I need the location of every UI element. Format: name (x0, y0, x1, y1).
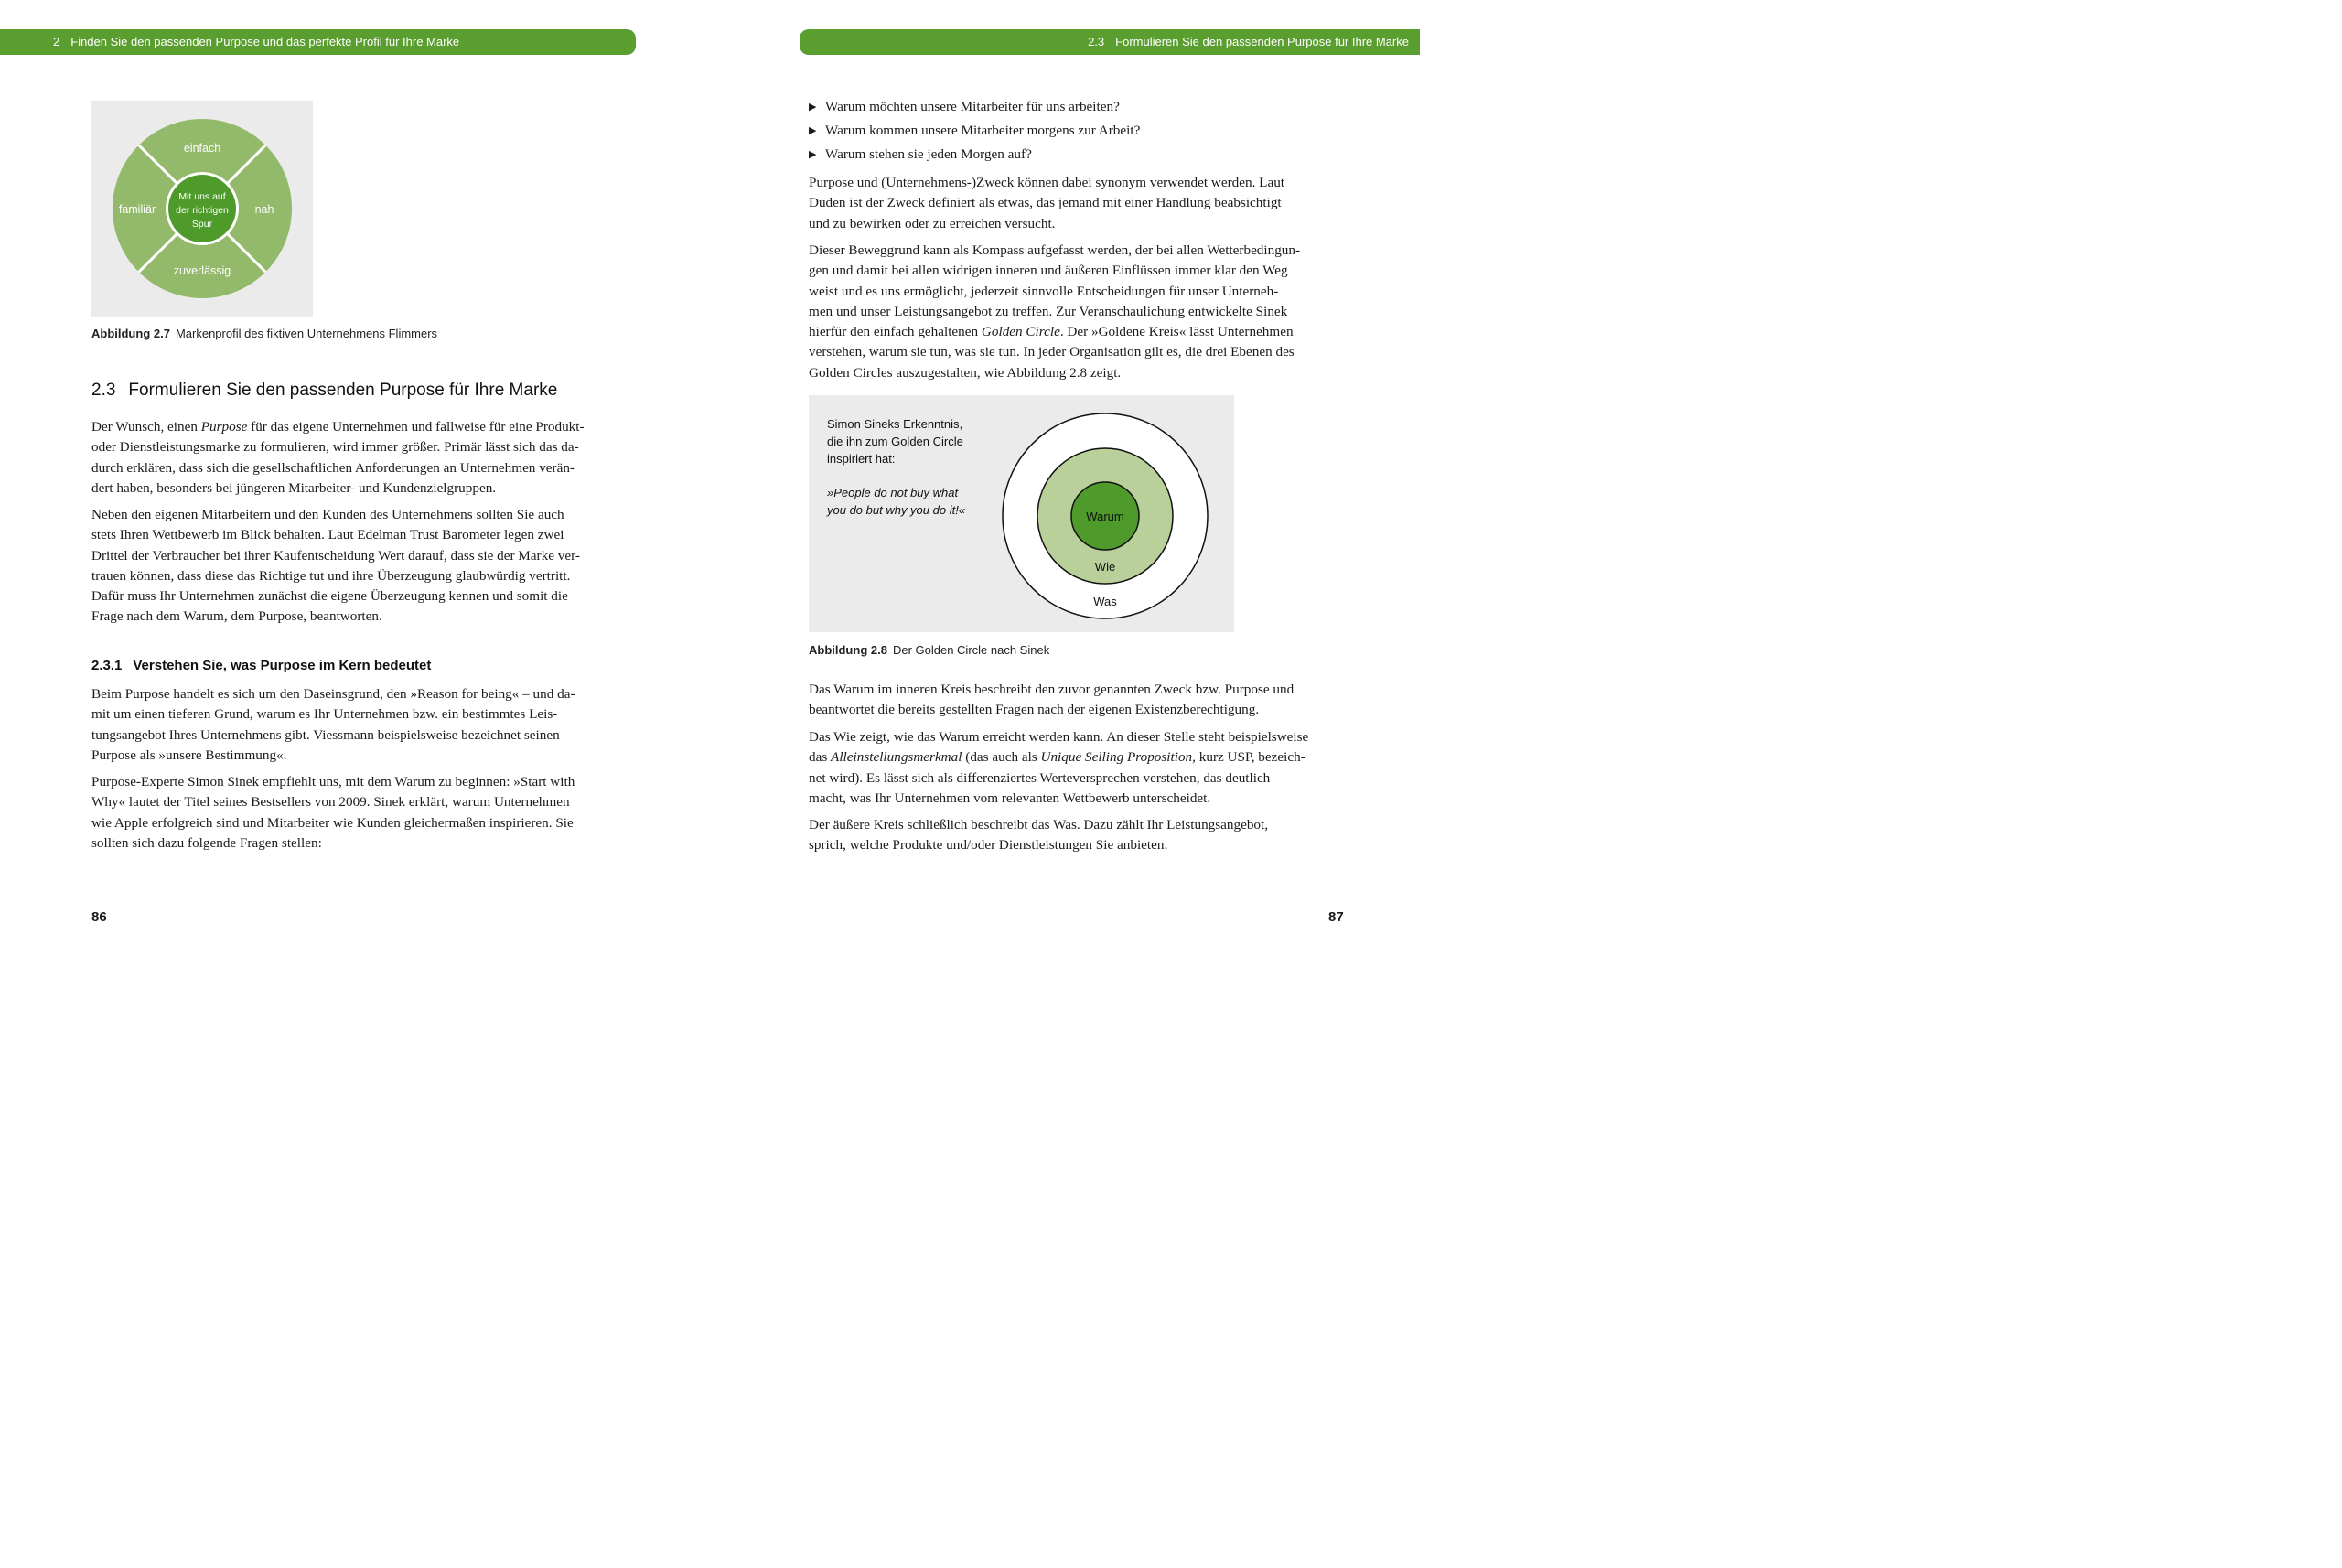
paragraph (809, 680, 1343, 721)
text-line: weist und es uns ermöglicht, jederzeit sinnvolle Entscheidungen für unser Unterneh- (809, 283, 1279, 299)
section-title: Formulieren Sie den passenden Purpose für Ihre Marke (1115, 35, 1409, 48)
intro-line: Simon Sineks Erkenntnis, (827, 417, 963, 431)
text-line: wie Apple erfolgreich sind und Mitarbeiter wie Kunden gleichermaßen inspirieren. Sie (91, 814, 574, 831)
figure-2-8 (809, 395, 1234, 632)
intro-line: inspiriert hat: (827, 452, 896, 466)
text-line: das Alleinstellungsmerkmal (das auch als Unique Selling Proposition, kurz USP, bezeich- (809, 749, 1305, 766)
running-header-right (800, 29, 1420, 55)
section-number: 2.3 (1088, 35, 1105, 48)
text-line: Why« lautet der Titel seines Bestsellers von 2009. Sinek erklärt, warum Unternehmen (91, 794, 570, 811)
chapter-number: 2 (53, 35, 60, 48)
text-line: verstehen, warum sie tun, was sie tun. In jeder Organisation gilt es, die drei Ebenen des (809, 344, 1295, 360)
bullet-marker-icon: ▶ (809, 102, 817, 113)
center-label-line: Spur (191, 219, 213, 230)
section-number: 2.3 (91, 381, 116, 400)
inner-label: Warum (1086, 510, 1124, 523)
segment-bottom-label: zuverlässig (173, 264, 231, 277)
intro-line: die ihn zum Golden Circle (827, 435, 963, 448)
caption-text: Markenprofil des fiktiven Unternehmens Flimmers (175, 327, 438, 340)
left-page (0, 0, 717, 961)
text-line: Dafür muss Ihr Unternehmen zunächst die eigene Überzeugung kennen und somit die (91, 588, 568, 605)
paragraph (809, 173, 1343, 234)
list-item: ▶ Warum stehen sie jeden Morgen auf? (809, 143, 1140, 166)
text-line: Frage nach dem Warum, dem Purpose, beantworten. (91, 608, 382, 625)
text-line: Purpose und (Unternehmens-)Zweck können dabei synonym verwendet werden. Laut (809, 175, 1285, 190)
text-line: Neben den eigenen Mitarbeitern und den Kunden des Unternehmens sollten Sie auch (91, 507, 564, 522)
text-line: hierfür den einfach gehaltenen Golden Circle. Der »Goldene Kreis« lässt Unternehmen (809, 324, 1294, 340)
text-line: Das Warum im inneren Kreis beschreibt den zuvor genannten Zweck bzw. Purpose und (809, 682, 1295, 697)
outer-label: Was (1093, 595, 1117, 608)
text-line: und zu bewirken oder zu erreichen versucht. (809, 215, 1056, 231)
text-line: Dieser Beweggrund kann als Kompass aufgefasst werden, der bei allen Wetterbedingun- (809, 242, 1301, 258)
text-line: Duden ist der Zweck definiert als etwas, das jemand mit einer Handlung beabsichtigt (809, 195, 1282, 211)
paragraph (91, 772, 627, 854)
caption-label: Abbildung 2.8 (809, 643, 887, 657)
quote-line: you do but why you do it!« (827, 503, 966, 517)
section-heading (91, 381, 557, 401)
text-line: Das Wie zeigt, wie das Warum erreicht werden kann. An dieser Stelle steht beispielsweise (809, 729, 1309, 745)
text-line: Der Wunsch, einen Purpose für das eigene Unternehmen und fallweise für eine Produkt- (91, 419, 585, 435)
caption-text: Der Golden Circle nach Sinek (892, 643, 1050, 657)
center-label-line: der richtigen (176, 205, 229, 216)
text-line: Drittel der Verbraucher bei ihrer Kaufentscheidung Wert darauf, dass sie der Marke ver- (91, 547, 580, 564)
text-line: stets Ihren Wettbewerb im Blick behalten. Laut Edelman Trust Barometer legen zwei (91, 527, 564, 543)
paragraph (809, 815, 1343, 856)
text-line: Beim Purpose handelt es sich um den Daseinsgrund, den »Reason for being« – und da- (91, 686, 575, 702)
paragraph (809, 241, 1343, 383)
center-label-line: Mit uns auf (178, 191, 226, 202)
list-item: ▶ Warum kommen unsere Mitarbeiter morgens zur Arbeit? (809, 119, 1140, 143)
text-line: sprich, welche Produkte und/oder Dienstleistungen Sie anbieten. (809, 837, 1168, 854)
golden-circle-diagram (809, 395, 1234, 632)
text-line: durch erklären, dass sich die gesellschaftlichen Anforderungen an Unternehmen verän- (91, 459, 575, 476)
caption-label: Abbildung 2.7 (91, 327, 170, 340)
brand-profile-diagram (91, 101, 313, 317)
subsection-title: Verstehen Sie, was Purpose im Kern bedeutet (133, 658, 432, 673)
chapter-title: Finden Sie den passenden Purpose und das perfekte Profil für Ihre Marke (70, 35, 460, 48)
text-line: trauen können, dass diese das Richtige tut und ihre Überzeugung glaubwürdig vertritt. (91, 567, 571, 584)
page-number: 87 (1328, 909, 1344, 925)
paragraph (809, 727, 1343, 809)
section-title: Formulieren Sie den passenden Purpose für Ihre Marke (128, 381, 558, 400)
figure-caption (809, 643, 1049, 657)
paragraph (91, 505, 627, 628)
page-number: 86 (91, 909, 107, 925)
text-line: macht, was Ihr Unternehmen vom relevanten Wettbewerb unterscheidet. (809, 789, 1211, 806)
text-line: net wird). Es lässt sich als differenziertes Werteversprechen verstehen, das deutlich (809, 769, 1271, 786)
text-line: beantwortet die bereits gestellten Fragen nach der eigenen Existenzberechtigung. (809, 702, 1260, 718)
text-line: men und unser Leistungsangebot zu treffen. Zur Veranschaulichung entwickelte Sinek (809, 303, 1288, 319)
running-header-left (0, 29, 636, 55)
question-list (809, 95, 1140, 166)
middle-label: Wie (1094, 560, 1116, 574)
segment-top-label: einfach (183, 142, 221, 155)
paragraph (91, 684, 627, 766)
text-line: gen und damit bei allen widrigen inneren und äußeren Einflüssen immer klar den Weg (809, 263, 1288, 279)
text-line: Purpose als »unsere Bestimmung«. (91, 746, 287, 763)
text-line: dert haben, besonders bei jüngeren Mitarbeiter- und Kundenzielgruppen. (91, 479, 497, 496)
paragraph (91, 417, 627, 499)
text-line: Purpose-Experte Simon Sinek empfiehlt uns, mit dem Warum zu beginnen: »Start with (91, 774, 575, 789)
text-line: Golden Circles auszugestalten, wie Abbildung 2.8 zeigt. (809, 364, 1122, 381)
bullet-marker-icon: ▶ (809, 149, 817, 160)
text-line: Der äußere Kreis schließlich beschreibt das Was. Dazu zählt Ihr Leistungsangebot, (809, 817, 1269, 832)
text-line: mit um einen tieferen Grund, warum es Ihr Unternehmen bzw. ein bestimmtes Leis- (91, 706, 558, 723)
text-line: tungsangebot Ihres Unternehmens gibt. Viessmann beispielsweise bezeichnet seinen (91, 726, 560, 743)
segment-right-label: nah (254, 203, 274, 216)
text-line: sollten sich dazu folgende Fragen stellen: (91, 834, 322, 851)
quote-line: »People do not buy what (827, 486, 959, 499)
list-item: ▶ Warum möchten unsere Mitarbeiter für uns arbeiten? (809, 95, 1140, 119)
segment-left-label: familiär (118, 203, 156, 216)
figure-2-7 (91, 101, 313, 317)
bullet-marker-icon: ▶ (809, 125, 817, 136)
figure-caption (91, 327, 437, 340)
text-line: oder Dienstleistungsmarke zu formulieren, wird immer größer. Primär lässt sich das da- (91, 439, 579, 456)
subsection-heading (91, 658, 431, 673)
subsection-number: 2.3.1 (91, 658, 123, 673)
